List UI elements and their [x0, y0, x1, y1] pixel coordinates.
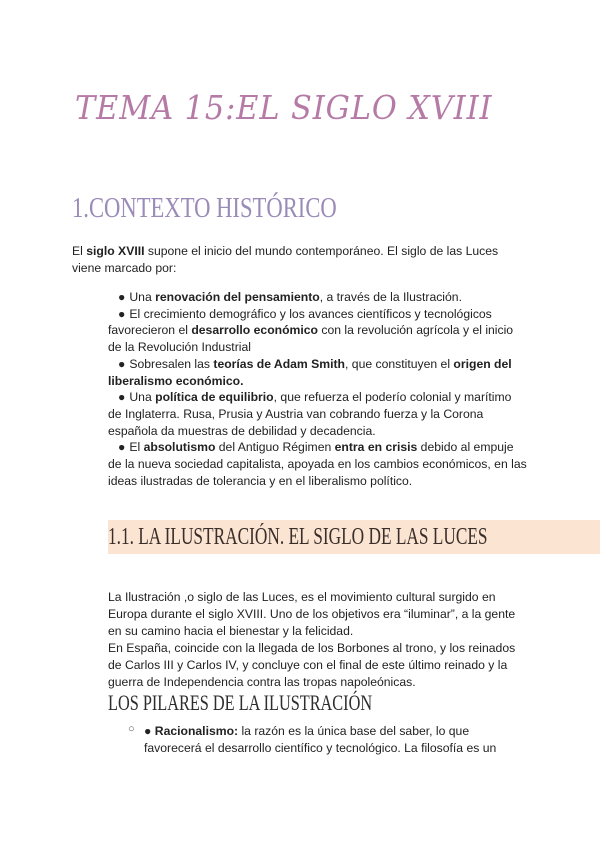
- bold-text: desarrollo económico: [191, 323, 318, 338]
- ilustracion-paragraph-2: En España, coincide con la llegada de los Borbones al trono, y los reinados de Carlos III y Carlos IV, y concluye con el final de este último reinado y la guerra de Independencia contra las tropas napoleónicas.: [108, 641, 516, 689]
- text-run: , a través de la Ilustración.: [319, 290, 462, 304]
- bullet-icon: ●: [118, 390, 126, 405]
- text-run: supone el inicio del mundo contemporáneo. El siglo de las Luces viene marcado por:: [72, 244, 499, 275]
- bullet-icon: ●: [144, 724, 152, 738]
- circle-bullet-icon: ○: [128, 723, 135, 735]
- bold-text: entra en crisis: [334, 440, 418, 455]
- ilustracion-paragraph-1: La Ilustración ,o siglo de las Luces, es el movimiento cultural surgido en Europa durante el siglo XVIII. Uno de los objetivos era “iluminar”, a la gente en su camino hacia el bienestar y la felicidad.: [108, 590, 516, 638]
- text-run: del Antiguo Régimen: [215, 440, 335, 455]
- text-run: , que constituyen el: [345, 356, 454, 371]
- intro-paragraph: [72, 243, 512, 277]
- subsection-heading-highlight: [108, 520, 600, 554]
- ilustracion-body: [108, 589, 518, 691]
- text-run: El crecimiento demográfico y los avances científicos y tecnológicos favorecieron el: [108, 306, 492, 338]
- section-heading-contexto: 1.CONTEXTO HISTÓRICO: [72, 192, 337, 224]
- subsection-heading-ilustracion: 1.1. LA ILUSTRACIÓN. EL SIGLO DE LAS LUCES: [108, 524, 488, 550]
- text-run: debido al empuje de la nueva sociedad capitalista, apoyada en los cambios económicos, en las ideas ilustradas de tolerancia y en el liberalismo político.: [108, 440, 527, 488]
- text-run: Una: [129, 390, 156, 405]
- text-run: El: [72, 244, 87, 258]
- bullet-icon: ●: [118, 440, 126, 455]
- text-run: con la revolución agrícola y el inicio de la Revolución Industrial: [108, 323, 514, 355]
- bold-text: origen del liberalismo económico.: [108, 356, 512, 388]
- pillar-label: Racionalismo:: [154, 724, 239, 738]
- bold-text: renovación del pensamiento: [155, 290, 320, 304]
- bullet-icon: ●: [118, 356, 126, 371]
- pillar-text: [144, 723, 528, 757]
- bold-text: absolutismo: [143, 440, 216, 455]
- context-bullet-list: [108, 289, 528, 489]
- bullet-icon: ●: [118, 306, 126, 321]
- bold-text: siglo XVIII: [86, 244, 145, 258]
- pillars-heading: LOS PILARES DE LA ILUSTRACIÓN: [108, 690, 373, 715]
- text-run: El: [129, 440, 144, 455]
- pillar-description: la razón es la única base del saber, lo que favorecerá el desarrollo científico y tecnológico. La filosofía es un: [144, 724, 497, 755]
- bullet-icon: ●: [118, 290, 126, 304]
- context-bullet-item: [108, 289, 528, 306]
- context-bullet-item: [108, 389, 528, 439]
- page-title: TEMA 15:EL SIGLO XVIII: [75, 88, 493, 127]
- bold-text: política de equilibrio: [155, 390, 274, 405]
- context-bullet-item: [108, 439, 528, 489]
- pillar-item: [128, 723, 528, 757]
- text-run: , que refuerza el poderío colonial y marítimo de Inglaterra. Rusa, Prusia y Austria van cobrando fuerza y la Corona española da muestras de debilidad y decadencia.: [108, 390, 512, 438]
- text-run: Una: [129, 290, 156, 304]
- context-bullet-item: [108, 356, 528, 389]
- text-run: Sobresalen las: [129, 356, 214, 371]
- context-bullet-item: [108, 306, 528, 356]
- bold-text: teorías de Adam Smith: [213, 356, 346, 371]
